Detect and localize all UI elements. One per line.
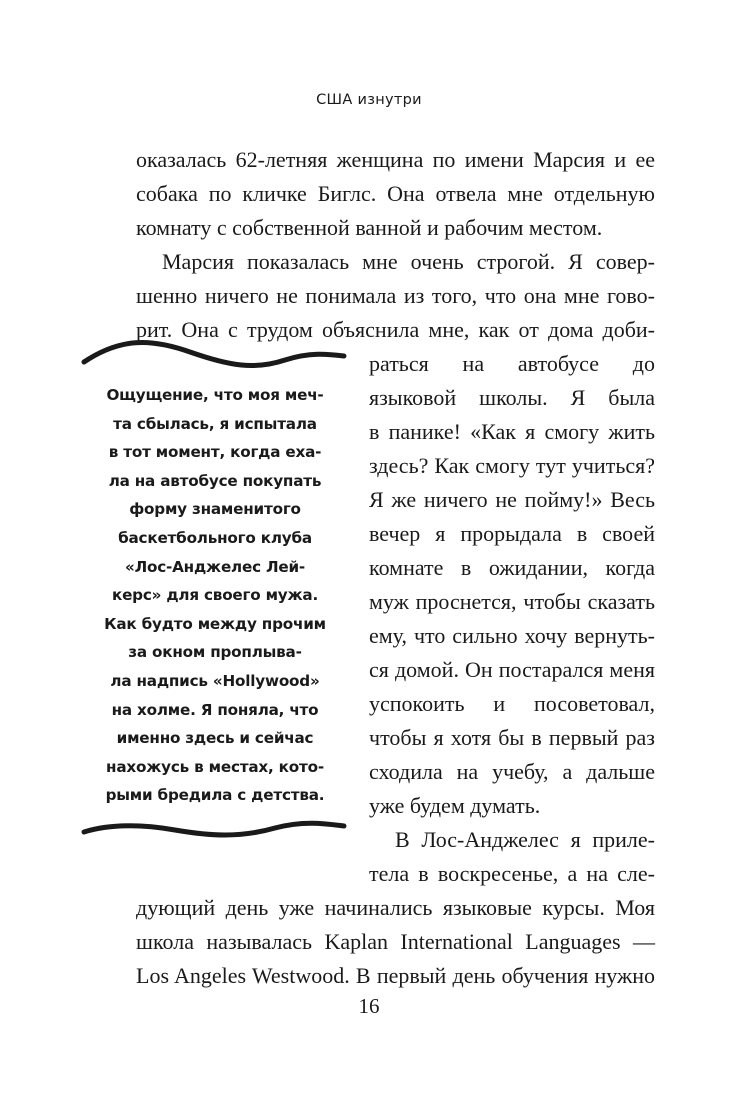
pull-quote-line: Ощущение, что моя меч- [106,386,324,404]
pull-quote-line: «Лос-Анджелес Лей- [124,557,306,576]
body-line: уже будем думать. [369,793,541,818]
pull-quote-line: за окном проплыва- [128,643,302,662]
page-number: 16 [358,994,380,1018]
body-line: чтобы я хотя бы в первый раз [369,725,655,750]
running-header: США изнутри [316,92,422,108]
body-line: Я же ничего не пойму!» Весь [369,487,655,512]
body-line: вечер я прорыдала в своей [369,521,655,546]
pull-quote-line: Как будто между прочим [104,614,326,633]
pull-quote-line: нахожусь в местах, кото- [106,757,324,776]
body-line: здесь? Как смогу тут учиться? [369,453,655,478]
pull-quote-line: в тот момент, когда еха- [108,443,322,462]
pull-quote-line: ла на автобусе покупать [108,471,322,490]
body-line: собака по кличке Биглс. Она отвела мне отдельную [136,181,655,206]
body-line: ему, что сильно хочу вернуть- [369,623,655,648]
body-line: муж проснется, чтобы сказать [369,589,655,614]
body-line: рит. Она с трудом объяснила мне, как от дома доби- [136,317,655,342]
body-line: Los Angeles Westwood. В первый день обучения нужно [136,963,655,988]
pull-quote-line: именно здесь и сейчас [116,729,314,748]
body-line: ся домой. Он постарался меня [369,657,655,682]
body-line: языковой школы. Я была [369,385,655,410]
body-line: раться на автобусе до [369,351,655,376]
body-line: В Лос-Анджелес я приле- [395,827,655,852]
body-line: сходила на учебу, а дальше [369,759,655,784]
body-line: оказалась 62-летняя женщина по имени Марсия и ее [136,147,655,172]
pull-quote-line: ла надпись «Hollywood» [110,671,320,690]
body-line: комнату с собственной ванной и рабочим местом. [136,215,603,240]
pull-quote-line: керс» для своего мужа. [111,586,319,605]
body-line: в панике! «Как я смогу жить [369,419,655,444]
body-line: школа называлась Kaplan International Languages — [136,929,655,954]
body-line: Марсия показалась мне очень строгой. Я совер- [162,249,655,274]
body-line: тела в воскресенье, а на сле- [369,861,655,886]
pull-quote-line: на холме. Я поняла, что [111,700,319,719]
body-line: дующий день уже начинались языковые курсы. Моя [136,895,655,920]
pull-quote-line: та сбылась, я испытала [113,414,317,433]
pull-quote-line: форму знаменитого [129,500,301,519]
body-line: шенно ничего не понимала из того, что она мне гово- [136,283,655,308]
pull-quote [84,381,346,810]
pull-quote-line: баскетбольного клуба [118,528,312,547]
body-line: комнате в ожидании, когда [369,555,655,580]
pull-quote-line: рыми бредила с детства. [105,786,325,805]
wavy-rule-bottom [80,814,348,844]
wavy-rule-top [80,340,348,370]
body-line: успокоить и посоветовал, [369,691,655,716]
